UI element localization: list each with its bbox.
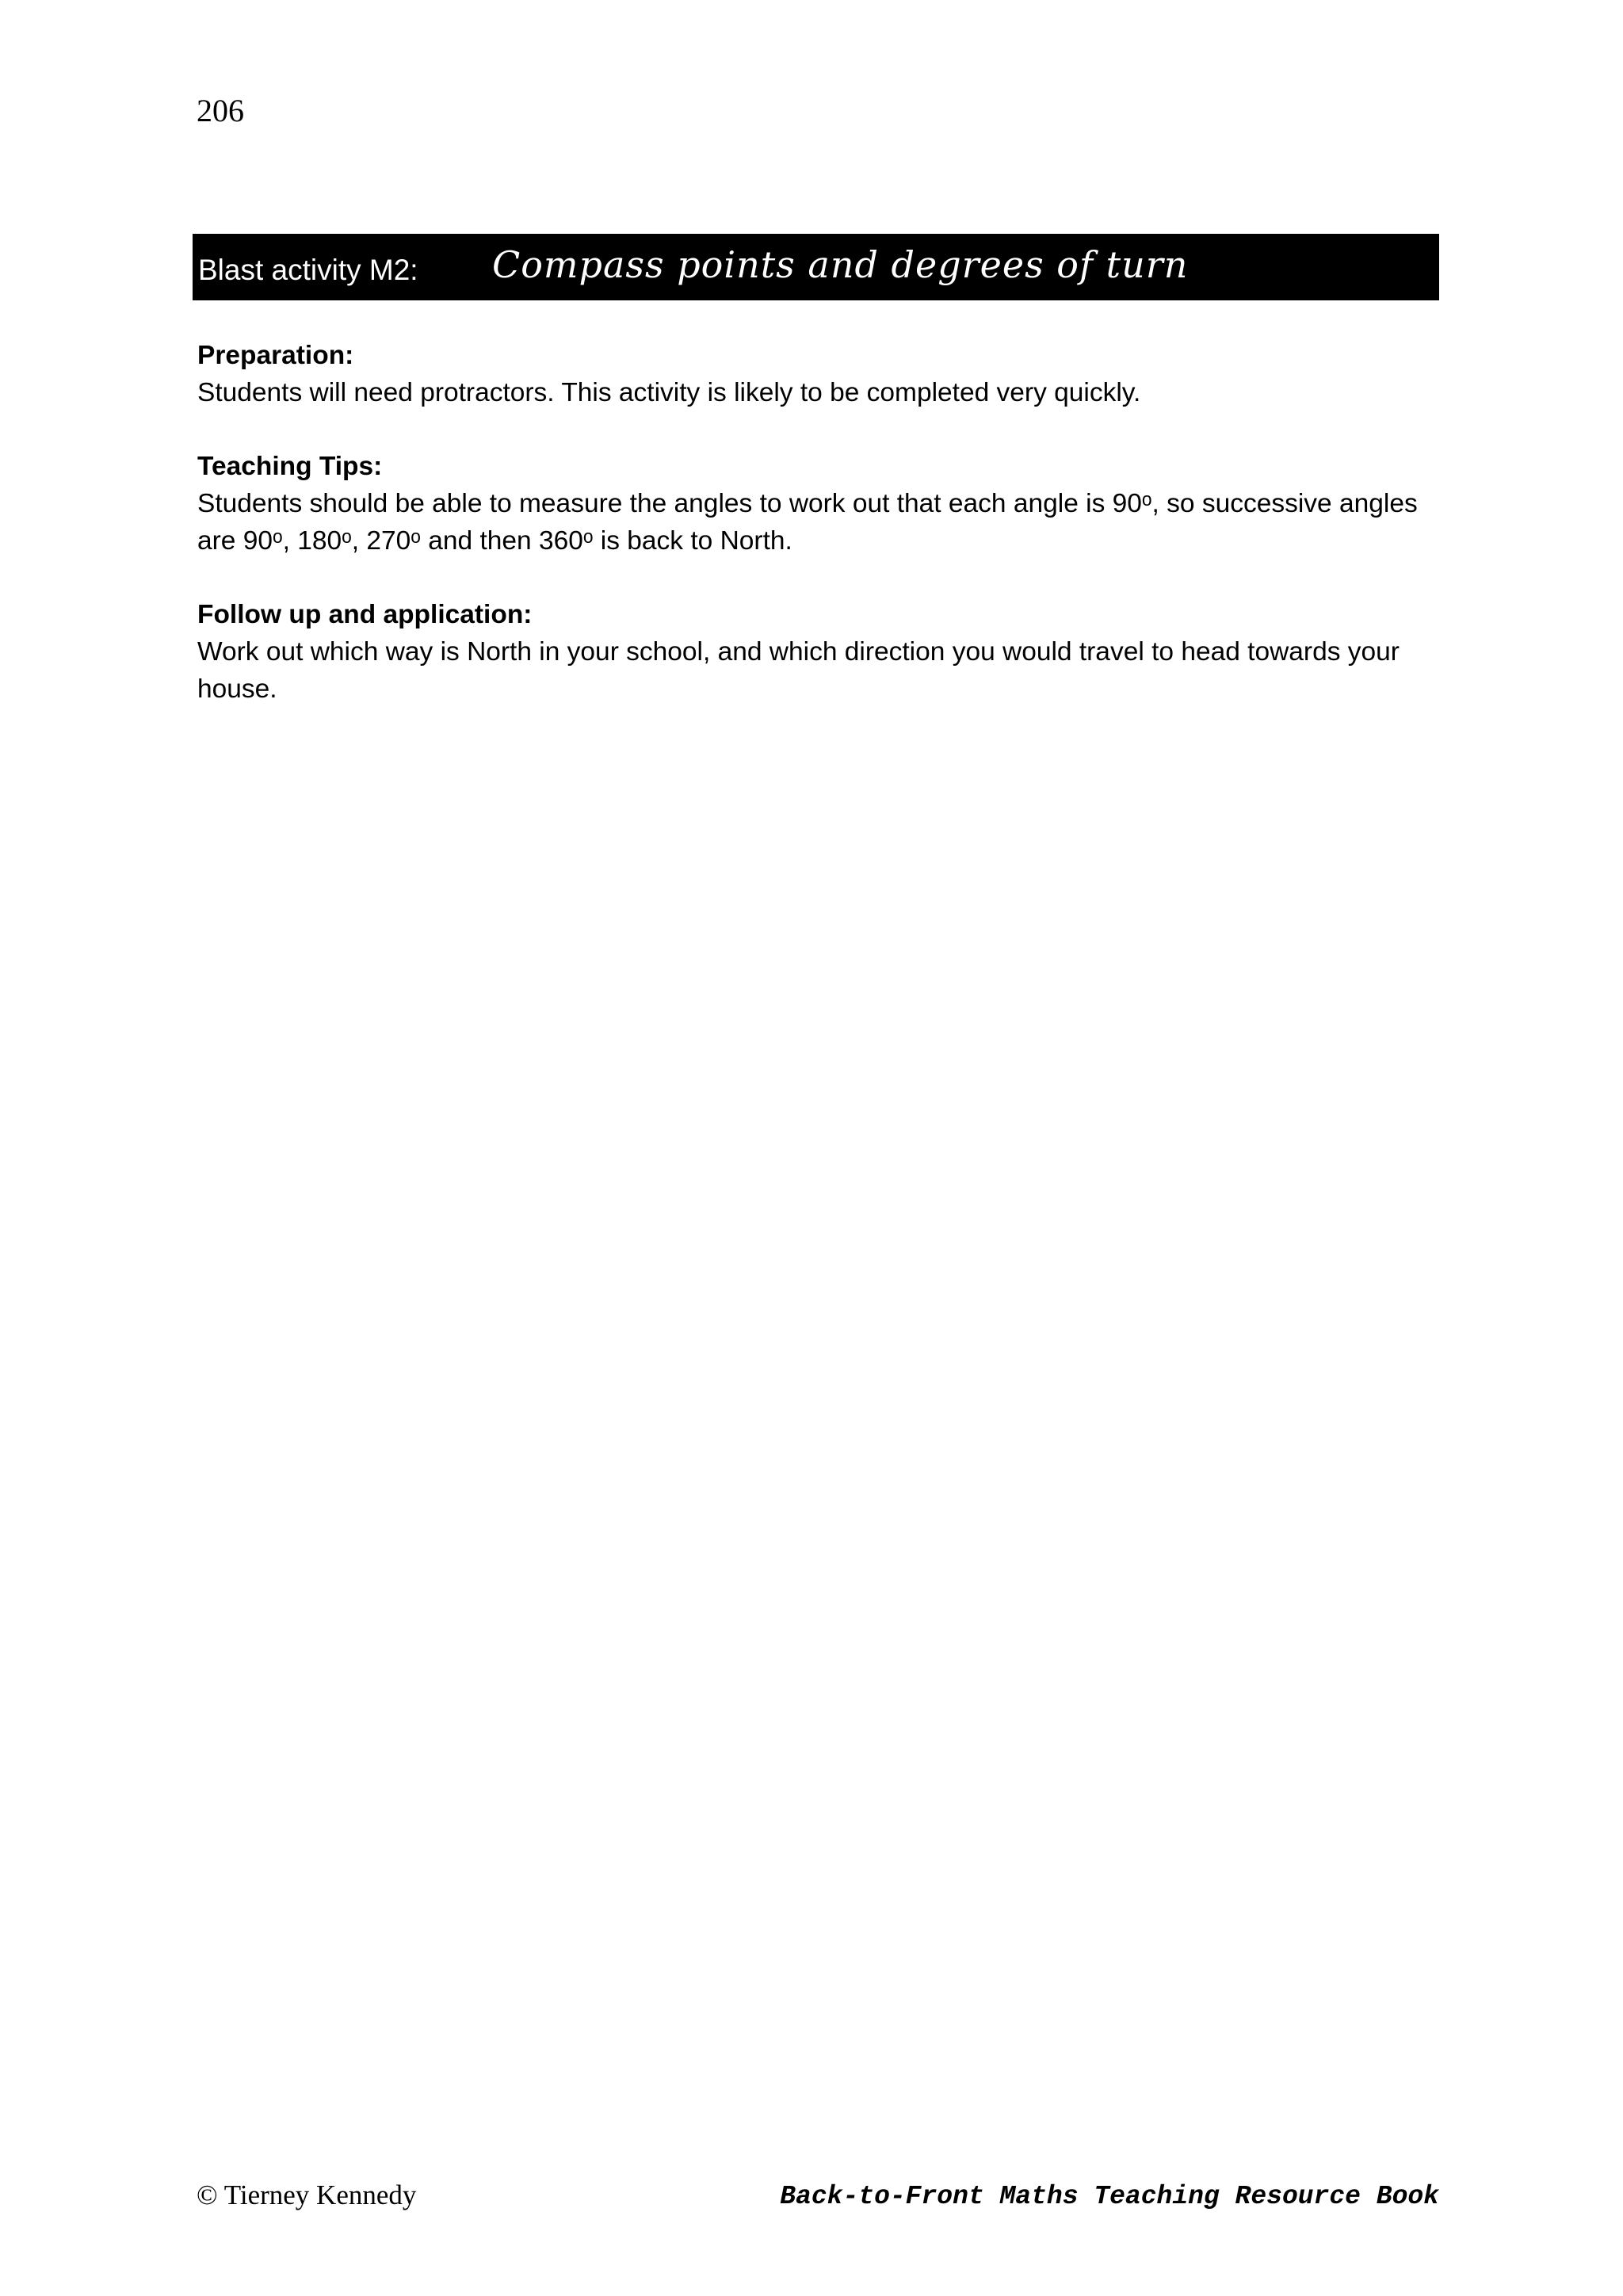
book-title: Back-to-Front Maths Teaching Resource Book <box>780 2182 1439 2211</box>
activity-label: Blast activity M2: <box>198 254 418 286</box>
activity-title: Compass points and degrees of turn <box>492 243 1189 286</box>
page-number: 206 <box>197 93 244 128</box>
preparation-section <box>197 337 1442 411</box>
section-body: Students will need protractors. This activity is likely to be completed very quickly. <box>197 378 1141 407</box>
activity-content <box>197 337 1442 744</box>
section-body: Students should be able to measure the angles to work out that each angle is 90ᵒ, so successive angles are 90ᵒ, 180ᵒ, 270ᵒ and then 360ᵒ is back to North. <box>197 489 1418 556</box>
section-heading: Follow up and application: <box>197 600 533 629</box>
follow-up-section <box>197 596 1442 708</box>
teaching-tips-section <box>197 448 1442 560</box>
section-heading: Teaching Tips: <box>197 452 383 481</box>
activity-title-bar <box>193 234 1439 300</box>
copyright-notice: © Tierney Kennedy <box>197 2179 417 2210</box>
section-body: Work out which way is North in your school, and which direction you would travel to head towards your house. <box>197 637 1400 704</box>
section-heading: Preparation: <box>197 341 354 370</box>
